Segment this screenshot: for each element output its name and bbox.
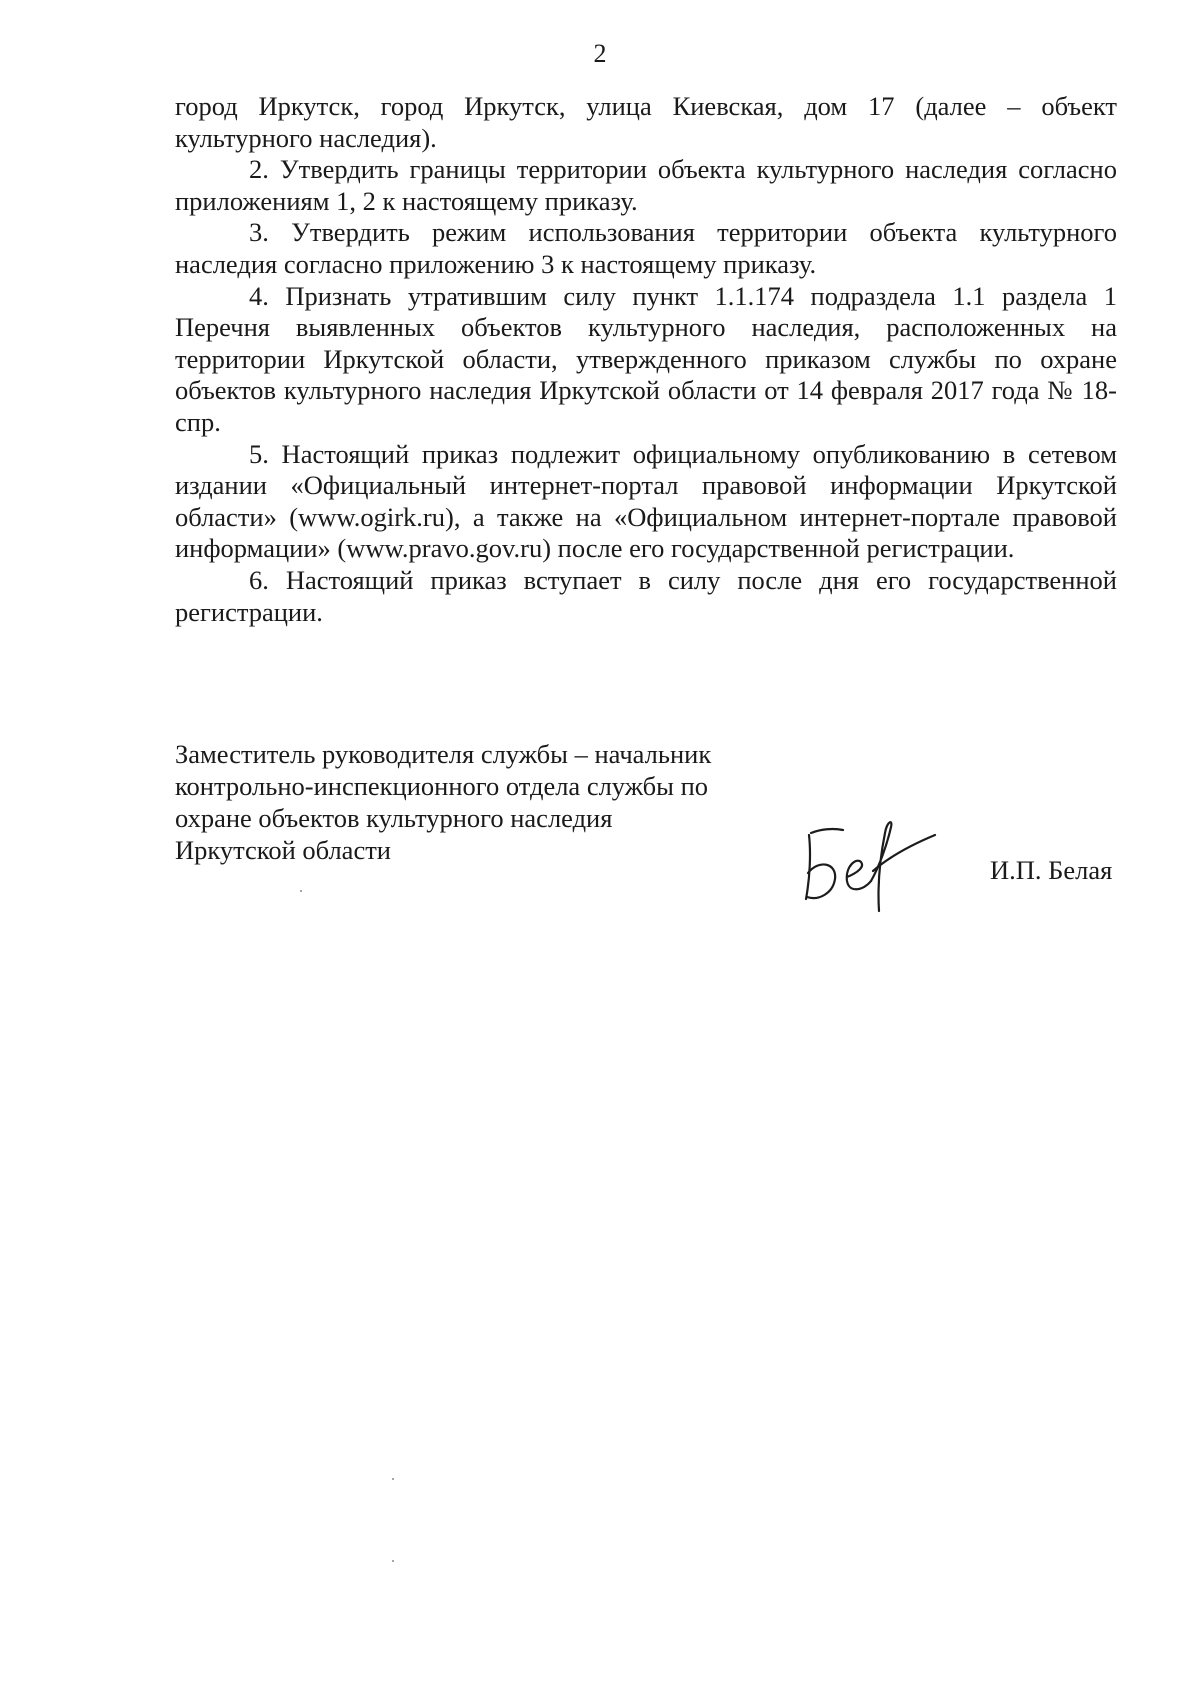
position-line: Заместитель руководителя службы – начальник: [175, 739, 712, 769]
position-line: охране объектов культурного наследия: [175, 803, 613, 833]
paragraph-item-6: 6. Настоящий приказ вступает в силу после дня его государственной регистрации.: [175, 564, 1117, 627]
position-line: контрольно-инспекционного отдела службы по: [175, 771, 709, 801]
handwritten-signature: [795, 815, 945, 915]
page-number: 2: [593, 39, 607, 68]
document-body: [175, 91, 1117, 628]
paragraph-continuation: город Иркутск, город Иркутск, улица Киевская, дом 17 (далее – объект культурного наследия).: [175, 91, 1117, 153]
signer-name: И.П. Белая: [990, 855, 1113, 885]
paragraph-item-2: 2. Утвердить границы территории объекта культурного наследия согласно приложениям 1, 2 к настоящему приказу.: [175, 154, 1117, 216]
paragraph-item-3: 3. Утвердить режим использования территории объекта культурного наследия согласно приложению 3 к настоящему приказу.: [175, 217, 1117, 279]
signatory-position: [175, 738, 775, 866]
scan-speck: [392, 1560, 394, 1562]
scan-speck: [300, 890, 302, 892]
paragraph-item-4: 4. Признать утратившим силу пункт 1.1.174 подраздела 1.1 раздела 1 Перечня выявленных объектов культурного наследия, расположенных на территории Иркутской области, утвержденного приказом службы по охране объектов культурного наследия Иркутской области от 14 февраля 2017 года № 18-спр.: [175, 280, 1117, 437]
paragraph-item-5: 5. Настоящий приказ подлежит официальному опубликованию в сетевом издании «Официальный интернет-портал правовой информации Иркутской области» (www.ogirk.ru), а также на «Официальном интернет-портале правовой информации» (www.pravo.gov.ru) после его государственной регистрации.: [175, 438, 1117, 564]
scan-speck: [392, 1478, 394, 1480]
position-line: Иркутской области: [175, 835, 391, 865]
